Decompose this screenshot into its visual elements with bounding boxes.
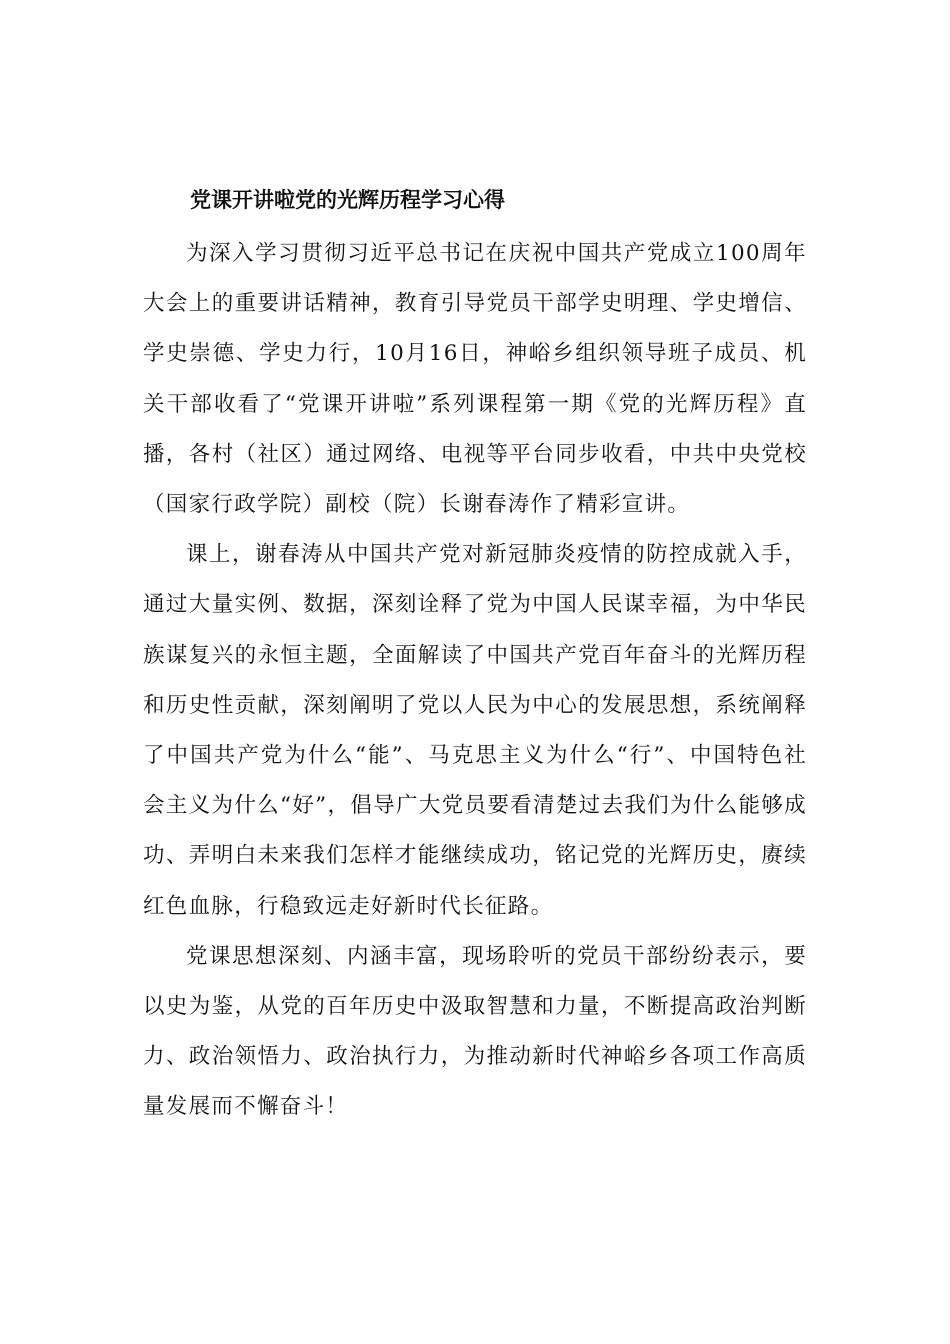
document-body [143, 229, 807, 1133]
document-title: 党课开讲啦党的光辉历程学习心得 [190, 188, 505, 212]
paragraph-3: 党课思想深刻、内涵丰富，现场聆听的党员干部纷纷表示，要以史为鉴，从党的百年历史中汲取智慧和力量，不断提高政治判断力、政治领悟力、政治执行力，为推动新时代神峪乡各项工作高质量发展而不懈奋斗！ [143, 943, 807, 1120]
paragraph-1: 为深入学习贯彻习近平总书记在庆祝中国共产党成立100周年大会上的重要讲话精神，教育引导党员干部学史明理、学史增信、学史崇德、学史力行，10月16日，神峪乡组织领导班子成员、机关干部收看了“党课开讲啦”系列课程第一期《党的光辉历程》直播，各村（社区）通过网络、电视等平台同步收看，中共中央党校（国家行政学院）副校（院）长谢春涛作了精彩宣讲。 [143, 241, 807, 518]
paragraph-2: 课上，谢春涛从中国共产党对新冠肺炎疫情的防控成就入手，通过大量实例、数据，深刻诠释了党为中国人民谋幸福，为中华民族谋复兴的永恒主题，全面解读了中国共产党百年奋斗的光辉历程和历史性贡献，深刻阐明了党以人民为中心的发展思想，系统阐释了中国共产党为什么“能”、马克思主义为什么“行”、中国特色社会主义为什么“好”，倡导广大党员要看清楚过去我们为什么能够成功、弄明白未来我们怎样才能继续成功，铭记党的光辉历史，赓续红色血脉，行稳致远走好新时代长征路。 [143, 542, 807, 919]
